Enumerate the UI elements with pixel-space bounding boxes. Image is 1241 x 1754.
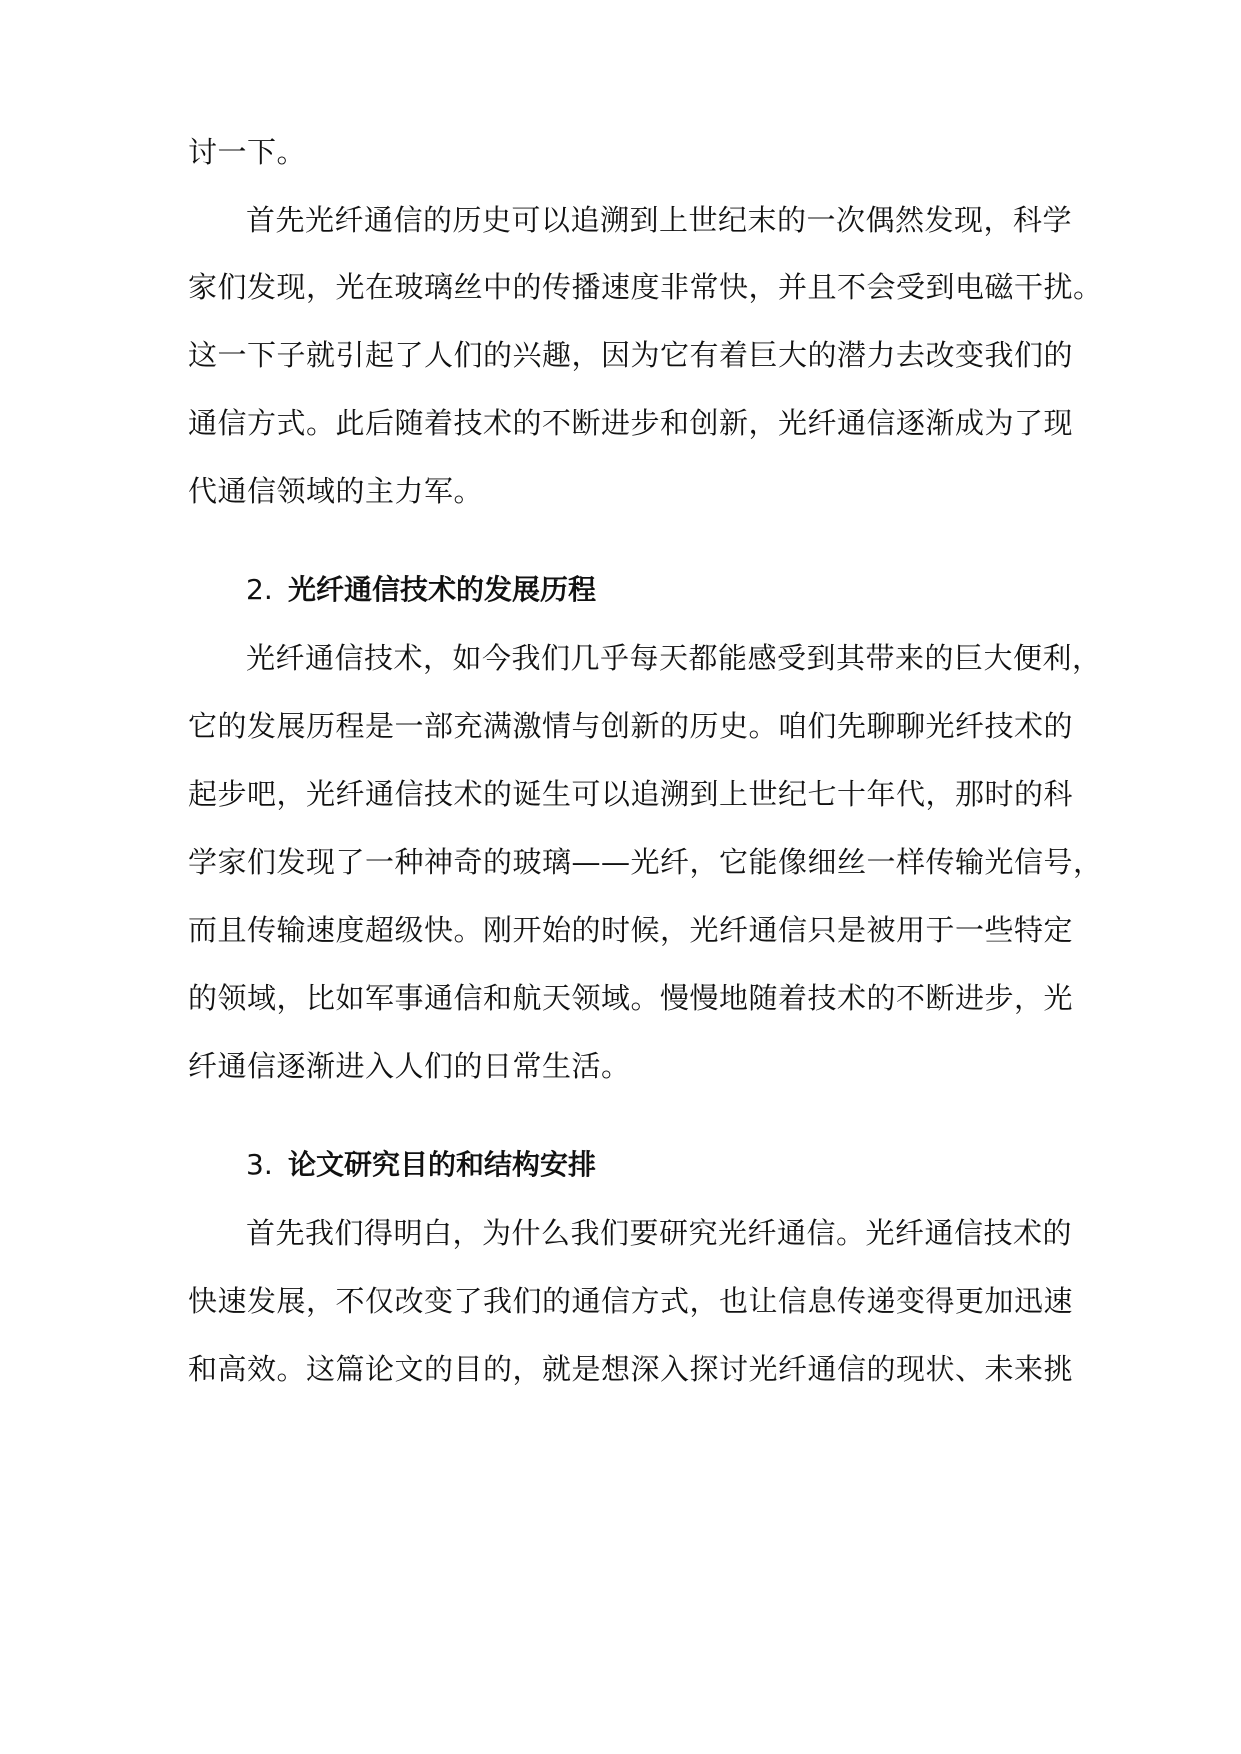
paragraph-line: 纤通信逐渐进入人们的日常生活。: [188, 1049, 631, 1083]
section-title: 论文研究目的和结构安排: [288, 1148, 597, 1181]
paragraph-line: 和高效。这篇论文的目的，就是想深入探讨光纤通信的现状、未来挑: [188, 1352, 1074, 1386]
paragraph-line: 的领域，比如军事通信和航天领域。慢慢地随着技术的不断进步，光: [188, 981, 1074, 1015]
section-number: 2.: [246, 573, 273, 606]
paragraph-line: 讨一下。: [188, 135, 307, 169]
paragraph-line: 代通信领域的主力军。: [188, 474, 484, 508]
section-heading-3: [246, 1145, 596, 1185]
section-title: 光纤通信技术的发展历程: [288, 573, 597, 606]
paragraph-line: 起步吧，光纤通信技术的诞生可以追溯到上世纪七十年代，那时的科: [188, 777, 1074, 811]
paragraph-line: 光纤通信技术，如今我们几乎每天都能感受到其带来的巨大便利，: [246, 641, 1102, 675]
paragraph-line: 首先我们得明白，为什么我们要研究光纤通信。光纤通信技术的: [246, 1216, 1073, 1250]
paragraph-line: 首先光纤通信的历史可以追溯到上世纪末的一次偶然发现，科学: [246, 203, 1073, 237]
section-number: 3.: [246, 1148, 273, 1181]
paragraph-line: 通信方式。此后随着技术的不断进步和创新，光纤通信逐渐成为了现: [188, 406, 1074, 440]
paragraph-line: 学家们发现了一种神奇的玻璃——光纤，它能像细丝一样传输光信号，: [188, 845, 1103, 879]
paragraph-line: 而且传输速度超级快。刚开始的时候，光纤通信只是被用于一些特定: [188, 913, 1074, 947]
paragraph-line: 这一下子就引起了人们的兴趣，因为它有着巨大的潜力去改变我们的: [188, 338, 1074, 372]
paragraph-line: 家们发现，光在玻璃丝中的传播速度非常快，并且不会受到电磁干扰。: [188, 270, 1103, 304]
paragraph-line: 快速发展，不仅改变了我们的通信方式，也让信息传递变得更加迅速: [188, 1284, 1074, 1318]
section-heading-2: [246, 570, 596, 610]
paragraph-line: 它的发展历程是一部充满激情与创新的历史。咱们先聊聊光纤技术的: [188, 709, 1074, 743]
